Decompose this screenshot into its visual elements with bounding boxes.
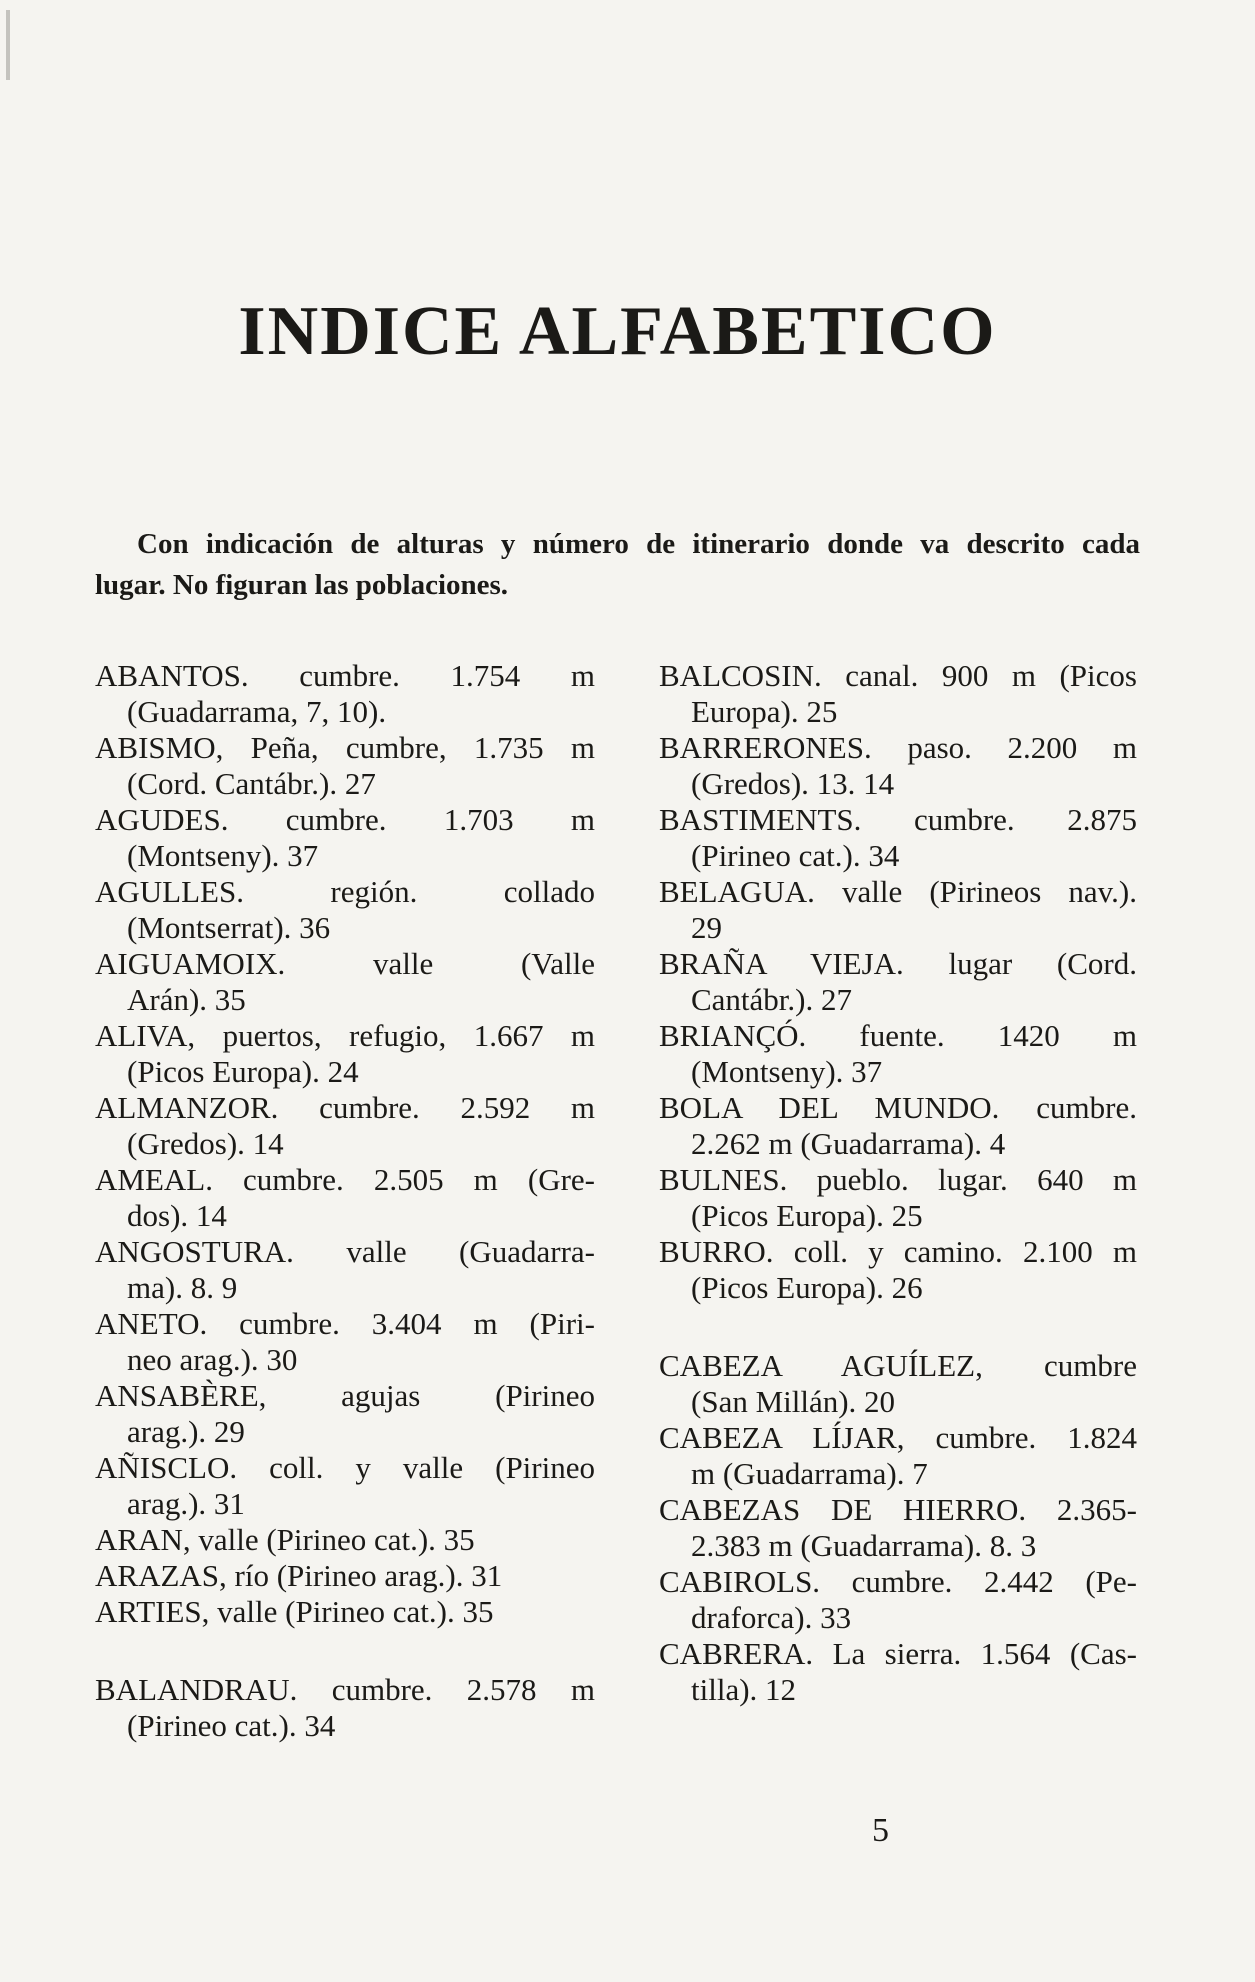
index-entry-line: ARAN, valle (Pirineo cat.). 35 [95, 1522, 475, 1557]
index-entry-line: ARTIES, valle (Pirineo cat.). 35 [95, 1594, 494, 1629]
index-entry-line: (San Millán). 20 [691, 1384, 896, 1419]
index-entry [659, 946, 1137, 1018]
intro-paragraph [95, 524, 1140, 606]
index-entry [659, 1492, 1137, 1564]
index-entry-line: AIGUAMOIX. valle (Valle [95, 946, 595, 981]
index-entry [659, 1234, 1137, 1306]
index-entry-line: (Picos Europa). 24 [127, 1054, 359, 1089]
index-entry-line: (Gredos). 14 [127, 1126, 284, 1161]
index-entry [95, 730, 595, 802]
index-entry [95, 1672, 595, 1744]
index-entry [659, 1090, 1137, 1162]
index-entry [95, 1018, 595, 1090]
index-entry [659, 1348, 1137, 1420]
index-entry-line: (Cord. Cantábr.). 27 [127, 766, 376, 801]
index-entry-line: Europa). 25 [691, 694, 838, 729]
index-entry-line: CABEZA LÍJAR, cumbre. 1.824 [659, 1420, 1137, 1455]
index-entry-line: dos). 14 [127, 1198, 227, 1233]
index-entry [659, 1018, 1137, 1090]
index-entry [95, 1234, 595, 1306]
index-column-left [95, 658, 595, 1744]
index-entry [95, 1558, 595, 1594]
index-entry [95, 874, 595, 946]
index-column-right [659, 658, 1137, 1744]
index-entry [95, 658, 595, 730]
page-content [95, 0, 1140, 1744]
index-entry-line: 2.262 m (Guadarrama). 4 [691, 1126, 1006, 1161]
index-entry-line: CABIROLS. cumbre. 2.442 (Pe- [659, 1564, 1137, 1599]
index-entry-line: ANSABÈRE, agujas (Pirineo [95, 1378, 595, 1413]
page-number: 5 [872, 1812, 889, 1849]
index-entry-line: ANGOSTURA. valle (Guadarra- [95, 1234, 595, 1269]
index-entry-line: (Montseny). 37 [127, 838, 319, 873]
index-entry-line: 29 [691, 910, 722, 945]
index-entry-line: neo arag.). 30 [127, 1342, 298, 1377]
index-entry-line: BRIANÇÓ. fuente. 1420 m [659, 1018, 1137, 1053]
index-entry-line: AGULLES. región. collado [95, 874, 595, 909]
index-entry-line: BALCOSIN. canal. 900 m (Picos [659, 658, 1137, 693]
index-entry [659, 802, 1137, 874]
index-entry-line: ALMANZOR. cumbre. 2.592 m [95, 1090, 595, 1125]
index-entry-line: ABISMO, Peña, cumbre, 1.735 m [95, 730, 595, 765]
index-entry [95, 1450, 595, 1522]
page-title: INDICE ALFABETICO [238, 293, 997, 370]
index-entry-line: (Montserrat). 36 [127, 910, 331, 945]
index-entry [95, 1378, 595, 1450]
index-entry-line: AMEAL. cumbre. 2.505 m (Gre- [95, 1162, 595, 1197]
index-entry-line: BURRO. coll. y camino. 2.100 m [659, 1234, 1137, 1269]
index-entry [659, 1564, 1137, 1636]
index-entry-line: (Picos Europa). 25 [691, 1198, 923, 1233]
index-entry-line: Arán). 35 [127, 982, 246, 1017]
index-entry-line: ARAZAS, río (Pirineo arag.). 31 [95, 1558, 503, 1593]
index-entry-line: ABANTOS. cumbre. 1.754 m [95, 658, 595, 693]
index-entry-line: CABRERA. La sierra. 1.564 (Cas- [659, 1636, 1137, 1671]
index-entry-line: BELAGUA. valle (Pirineos nav.). [659, 874, 1137, 909]
index-entry-line: (Picos Europa). 26 [691, 1270, 923, 1305]
index-entry-line: (Guadarrama, 7, 10). [127, 694, 387, 729]
index-entry-line: 2.383 m (Guadarrama). 8. 3 [691, 1528, 1037, 1563]
index-entry-line: m (Guadarrama). 7 [691, 1456, 928, 1491]
index-entry [659, 1162, 1137, 1234]
index-entry-line: BASTIMENTS. cumbre. 2.875 [659, 802, 1137, 837]
index-entry-line: (Montseny). 37 [691, 1054, 883, 1089]
intro-line: lugar. No figuran las poblaciones. [95, 569, 509, 601]
index-entry-line: ALIVA, puertos, refugio, 1.667 m [95, 1018, 595, 1053]
index-entry-line: arag.). 31 [127, 1486, 245, 1521]
index-entry [659, 658, 1137, 730]
index-entry-line: BOLA DEL MUNDO. cumbre. [659, 1090, 1137, 1125]
index-entry [659, 1636, 1137, 1708]
index-entry [95, 1522, 595, 1558]
index-entry-line: (Pirineo cat.). 34 [127, 1708, 336, 1743]
index-entry-line: ma). 8. 9 [127, 1270, 238, 1305]
index-entry [659, 1420, 1137, 1492]
index-entry-line: (Pirineo cat.). 34 [691, 838, 900, 873]
scan-artifact [6, 10, 10, 80]
index-entry [95, 1162, 595, 1234]
intro-line: Con indicación de alturas y número de itinerario donde va descrito cada [137, 528, 1140, 560]
index-entry-line: AÑISCLO. coll. y valle (Pirineo [95, 1450, 595, 1485]
index-columns [95, 658, 1140, 1744]
index-entry-line: arag.). 29 [127, 1414, 245, 1449]
index-entry [95, 802, 595, 874]
index-entry-line: CABEZAS DE HIERRO. 2.365- [659, 1492, 1137, 1527]
index-entry [95, 1306, 595, 1378]
index-entry [659, 874, 1137, 946]
index-entry-line: draforca). 33 [691, 1600, 852, 1635]
index-entry [95, 1594, 595, 1630]
index-entry-line: tilla). 12 [691, 1672, 797, 1707]
index-entry-line: BARRERONES. paso. 2.200 m [659, 730, 1137, 765]
index-entry [95, 946, 595, 1018]
index-entry-line: Cantábr.). 27 [691, 982, 852, 1017]
index-entry-line: BRAÑA VIEJA. lugar (Cord. [659, 946, 1137, 981]
index-entry [95, 1090, 595, 1162]
index-entry-line: BULNES. pueblo. lugar. 640 m [659, 1162, 1137, 1197]
index-entry [659, 730, 1137, 802]
index-entry-line: ANETO. cumbre. 3.404 m (Piri- [95, 1306, 595, 1341]
index-entry-line: CABEZA AGUÍLEZ, cumbre [659, 1348, 1137, 1383]
index-entry-line: AGUDES. cumbre. 1.703 m [95, 802, 595, 837]
index-entry-line: (Gredos). 13. 14 [691, 766, 895, 801]
index-entry-line: BALANDRAU. cumbre. 2.578 m [95, 1672, 595, 1707]
